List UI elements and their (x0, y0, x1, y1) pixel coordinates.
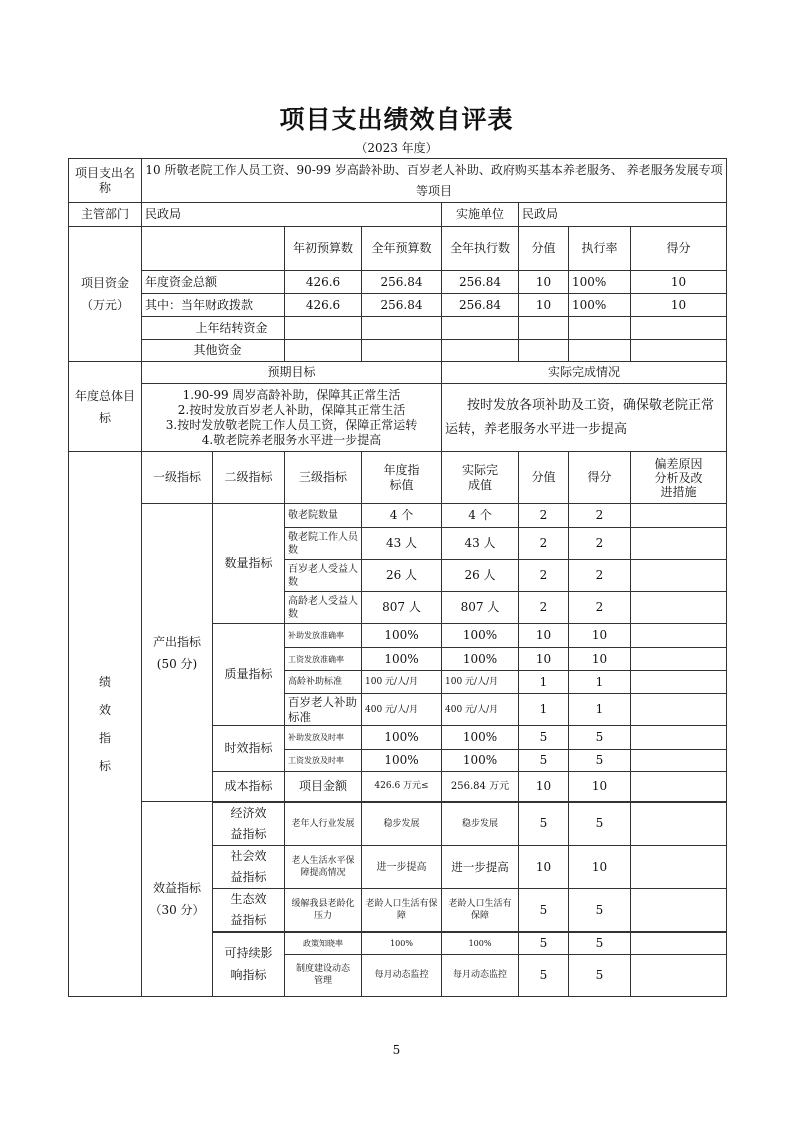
indicator-deviation (631, 592, 727, 624)
funds-weight: 10 (519, 294, 569, 317)
indicator-name: 百岁老人补助标准 (285, 694, 362, 726)
header-level3: 三级指标 (285, 452, 362, 504)
indicator-score: 10 (569, 846, 631, 889)
funds-header-score: 得分 (631, 227, 727, 271)
indicator-weight: 2 (519, 528, 569, 560)
indicator-target: 426.6 万元≤ (362, 772, 442, 802)
social-indicator-label: 社会效益指标 (213, 846, 285, 889)
indicator-weight: 10 (519, 648, 569, 671)
indicator-target: 老龄人口生活有保障 (362, 889, 442, 933)
indicator-target: 807 人 (362, 592, 442, 624)
indicator-weight: 5 (519, 932, 569, 954)
indicator-target: 每月动态监控 (362, 954, 442, 996)
indicator-weight: 5 (519, 750, 569, 772)
header-level1: 一级指标 (142, 452, 213, 504)
indicator-weight: 5 (519, 889, 569, 933)
funds-weight: 10 (519, 271, 569, 294)
funds-rate: 100% (569, 294, 631, 317)
indicator-actual: 每月动态监控 (442, 954, 519, 996)
goals-content-row (69, 384, 727, 452)
indicator-actual: 4 个 (442, 504, 519, 528)
funds-row (69, 317, 727, 340)
funds-rate (569, 340, 631, 362)
indicator-score: 5 (569, 802, 631, 846)
sustainable-indicator-label: 可持续影响指标 (213, 932, 285, 996)
indicator-deviation (631, 846, 727, 889)
indicator-actual: 26 人 (442, 560, 519, 592)
indicator-score: 10 (569, 624, 631, 648)
funds-executed (442, 317, 519, 340)
indicator-target: 100 元/人/月 (362, 671, 442, 694)
indicator-weight: 2 (519, 504, 569, 528)
indicator-name: 政策知晓率 (285, 932, 362, 954)
indicator-target: 稳步发展 (362, 802, 442, 846)
funds-score: 10 (631, 294, 727, 317)
indicator-target: 进一步提高 (362, 846, 442, 889)
indicator-actual: 100% (442, 624, 519, 648)
actual-completion-header: 实际完成情况 (442, 362, 727, 384)
indicator-score: 2 (569, 504, 631, 528)
indicator-header-row (69, 452, 727, 504)
indicator-name: 高龄补助标准 (285, 671, 362, 694)
dept-value: 民政局 (142, 203, 442, 227)
indicator-weight: 10 (519, 624, 569, 648)
funds-score: 10 (631, 271, 727, 294)
indicator-deviation (631, 528, 727, 560)
funds-annual: 256.84 (362, 294, 442, 317)
indicator-deviation (631, 648, 727, 671)
goals-header-row (69, 362, 727, 384)
header-target: 年度指标值 (362, 452, 442, 504)
indicator-target: 43 人 (362, 528, 442, 560)
indicator-weight: 1 (519, 671, 569, 694)
indicator-weight: 1 (519, 694, 569, 726)
quantity-indicator-label: 数量指标 (213, 504, 285, 624)
funds-executed (442, 340, 519, 362)
actual-completion-text: 按时发放各项补助及工资，确保敬老院正常运转，养老服务水平进一步提高 (442, 384, 727, 452)
output-indicator-label: 产出指标 (50 分) (142, 504, 213, 802)
indicator-actual: 100% (442, 932, 519, 954)
indicator-deviation (631, 671, 727, 694)
indicator-target: 4 个 (362, 504, 442, 528)
indicator-weight: 5 (519, 954, 569, 996)
indicator-score: 2 (569, 528, 631, 560)
indicator-row (69, 802, 727, 846)
indicator-actual: 400 元/人/月 (442, 694, 519, 726)
header-score: 得分 (569, 452, 631, 504)
goals-label: 年度总体目标 (69, 362, 142, 452)
indicator-name: 老人生活水平保障提高情况 (285, 846, 362, 889)
performance-indicators-label: 绩效指标 (69, 452, 142, 997)
indicator-actual: 进一步提高 (442, 846, 519, 889)
quality-indicator-label: 质量指标 (213, 624, 285, 726)
funds-rate (569, 317, 631, 340)
funds-header-weight: 分值 (519, 227, 569, 271)
indicator-name: 补助发放准确率 (285, 624, 362, 648)
header-actual: 实际完成值 (442, 452, 519, 504)
indicator-weight: 10 (519, 846, 569, 889)
indicator-name: 老年人行业发展 (285, 802, 362, 846)
indicator-score: 5 (569, 726, 631, 750)
indicator-deviation (631, 694, 727, 726)
page-number: 5 (392, 1043, 401, 1057)
indicator-target: 400 元/人/月 (362, 694, 442, 726)
funds-executed: 256.84 (442, 271, 519, 294)
funds-row (69, 340, 727, 362)
indicator-name: 工资发放准确率 (285, 648, 362, 671)
department-row (69, 203, 727, 227)
expected-goal-item: 3.按时发放敬老院工作人员工资，保障正常运转 (165, 417, 418, 432)
indicator-target: 100% (362, 750, 442, 772)
indicator-row (69, 504, 727, 528)
expected-goals-header: 预期目标 (142, 362, 442, 384)
funds-initial: 426.6 (285, 294, 362, 317)
funds-header-blank (142, 227, 285, 271)
funds-score (631, 317, 727, 340)
indicator-name: 百岁老人受益人数 (285, 560, 362, 592)
funds-row (69, 294, 727, 317)
indicator-score: 5 (569, 750, 631, 772)
indicator-score: 5 (569, 954, 631, 996)
funds-annual: 256.84 (362, 271, 442, 294)
indicator-name: 缓解我县老龄化压力 (285, 889, 362, 933)
fiscal-year: （2023 年度） (355, 141, 438, 155)
funds-score (631, 340, 727, 362)
indicator-target: 100% (362, 726, 442, 750)
indicator-deviation (631, 504, 727, 528)
indicator-deviation (631, 889, 727, 933)
indicator-actual: 稳步发展 (442, 802, 519, 846)
funds-header-initial: 年初预算数 (285, 227, 362, 271)
indicator-deviation (631, 560, 727, 592)
indicator-score: 10 (569, 648, 631, 671)
indicator-deviation (631, 772, 727, 802)
funds-weight (519, 340, 569, 362)
indicator-name: 敬老院工作人员数 (285, 528, 362, 560)
page-title: 项目支出绩效自评表 (279, 105, 514, 134)
indicator-name: 敬老院数量 (285, 504, 362, 528)
funds-initial (285, 340, 362, 362)
funds-header-rate: 执行率 (569, 227, 631, 271)
header-deviation: 偏差原因分析及改进措施 (631, 452, 727, 504)
indicator-deviation (631, 726, 727, 750)
indicator-name: 补助发放及时率 (285, 726, 362, 750)
ecological-indicator-label: 生态效益指标 (213, 889, 285, 933)
indicator-target: 26 人 (362, 560, 442, 592)
funds-row-name: 其他资金 (142, 340, 285, 362)
indicator-score: 5 (569, 932, 631, 954)
indicator-actual: 256.84 万元 (442, 772, 519, 802)
dept-label: 主管部门 (69, 203, 142, 227)
indicator-score: 2 (569, 592, 631, 624)
project-name-label: 项目支出名称 (69, 159, 142, 203)
project-name-value: 10 所敬老院工作人员工资、90-99 岁高龄补助、百岁老人补助、政府购买基本养老服务、 养老服务发展专项等项目 (142, 159, 727, 203)
indicator-actual: 43 人 (442, 528, 519, 560)
indicator-target: 100% (362, 624, 442, 648)
funds-header-row (69, 227, 727, 271)
indicator-score: 1 (569, 671, 631, 694)
indicator-weight: 2 (519, 560, 569, 592)
indicator-deviation (631, 954, 727, 996)
indicator-target: 100% (362, 932, 442, 954)
indicator-score: 10 (569, 772, 631, 802)
indicator-deviation (631, 624, 727, 648)
indicator-actual: 100 元/人/月 (442, 671, 519, 694)
indicator-actual: 100% (442, 750, 519, 772)
cost-indicator-label: 成本指标 (213, 772, 285, 802)
indicator-weight: 2 (519, 592, 569, 624)
impl-label: 实施单位 (442, 203, 519, 227)
economic-indicator-label: 经济效益指标 (213, 802, 285, 846)
funds-initial (285, 317, 362, 340)
indicator-score: 2 (569, 560, 631, 592)
indicator-weight: 10 (519, 772, 569, 802)
indicator-actual: 100% (442, 726, 519, 750)
indicator-deviation (631, 802, 727, 846)
indicator-weight: 5 (519, 802, 569, 846)
funds-row (69, 271, 727, 294)
indicator-name: 高龄老人受益人数 (285, 592, 362, 624)
indicator-score: 5 (569, 889, 631, 933)
indicator-name: 工资发放及时率 (285, 750, 362, 772)
header-weight: 分值 (519, 452, 569, 504)
funds-row-name: 其中：当年财政拨款 (142, 294, 285, 317)
funds-initial: 426.6 (285, 271, 362, 294)
funds-header-annual: 全年预算数 (362, 227, 442, 271)
funds-annual (362, 317, 442, 340)
funds-rate: 100% (569, 271, 631, 294)
indicator-weight: 5 (519, 726, 569, 750)
funds-executed: 256.84 (442, 294, 519, 317)
indicator-deviation (631, 932, 727, 954)
funds-label: 项目资金（万元） (69, 227, 142, 362)
header-level2: 二级指标 (213, 452, 285, 504)
indicator-name: 项目金额 (285, 772, 362, 802)
indicator-name: 制度建设动态管理 (285, 954, 362, 996)
expected-goal-item: 2.按时发放百岁老人补助，保障其正常生活 (177, 402, 406, 417)
project-name-row (69, 159, 727, 203)
impl-value: 民政局 (519, 203, 727, 227)
indicator-score: 1 (569, 694, 631, 726)
indicator-actual: 807 人 (442, 592, 519, 624)
indicator-actual: 100% (442, 648, 519, 671)
funds-row-name: 年度资金总额 (142, 271, 285, 294)
timeliness-indicator-label: 时效指标 (213, 726, 285, 772)
funds-row-name: 上年结转资金 (142, 317, 285, 340)
benefit-indicator-label: 效益指标 （30 分） (142, 802, 213, 997)
funds-weight (519, 317, 569, 340)
expected-goal-item: 4.敬老院养老服务水平进一步提高 (201, 432, 382, 447)
expected-goals-list (142, 384, 442, 452)
indicator-actual: 老龄人口生活有保障 (442, 889, 519, 933)
indicator-deviation (631, 750, 727, 772)
self-evaluation-table (68, 158, 727, 997)
funds-header-executed: 全年执行数 (442, 227, 519, 271)
expected-goal-item: 1.90-99 周岁高龄补助，保障其正常生活 (182, 387, 401, 402)
indicator-target: 100% (362, 648, 442, 671)
funds-annual (362, 340, 442, 362)
